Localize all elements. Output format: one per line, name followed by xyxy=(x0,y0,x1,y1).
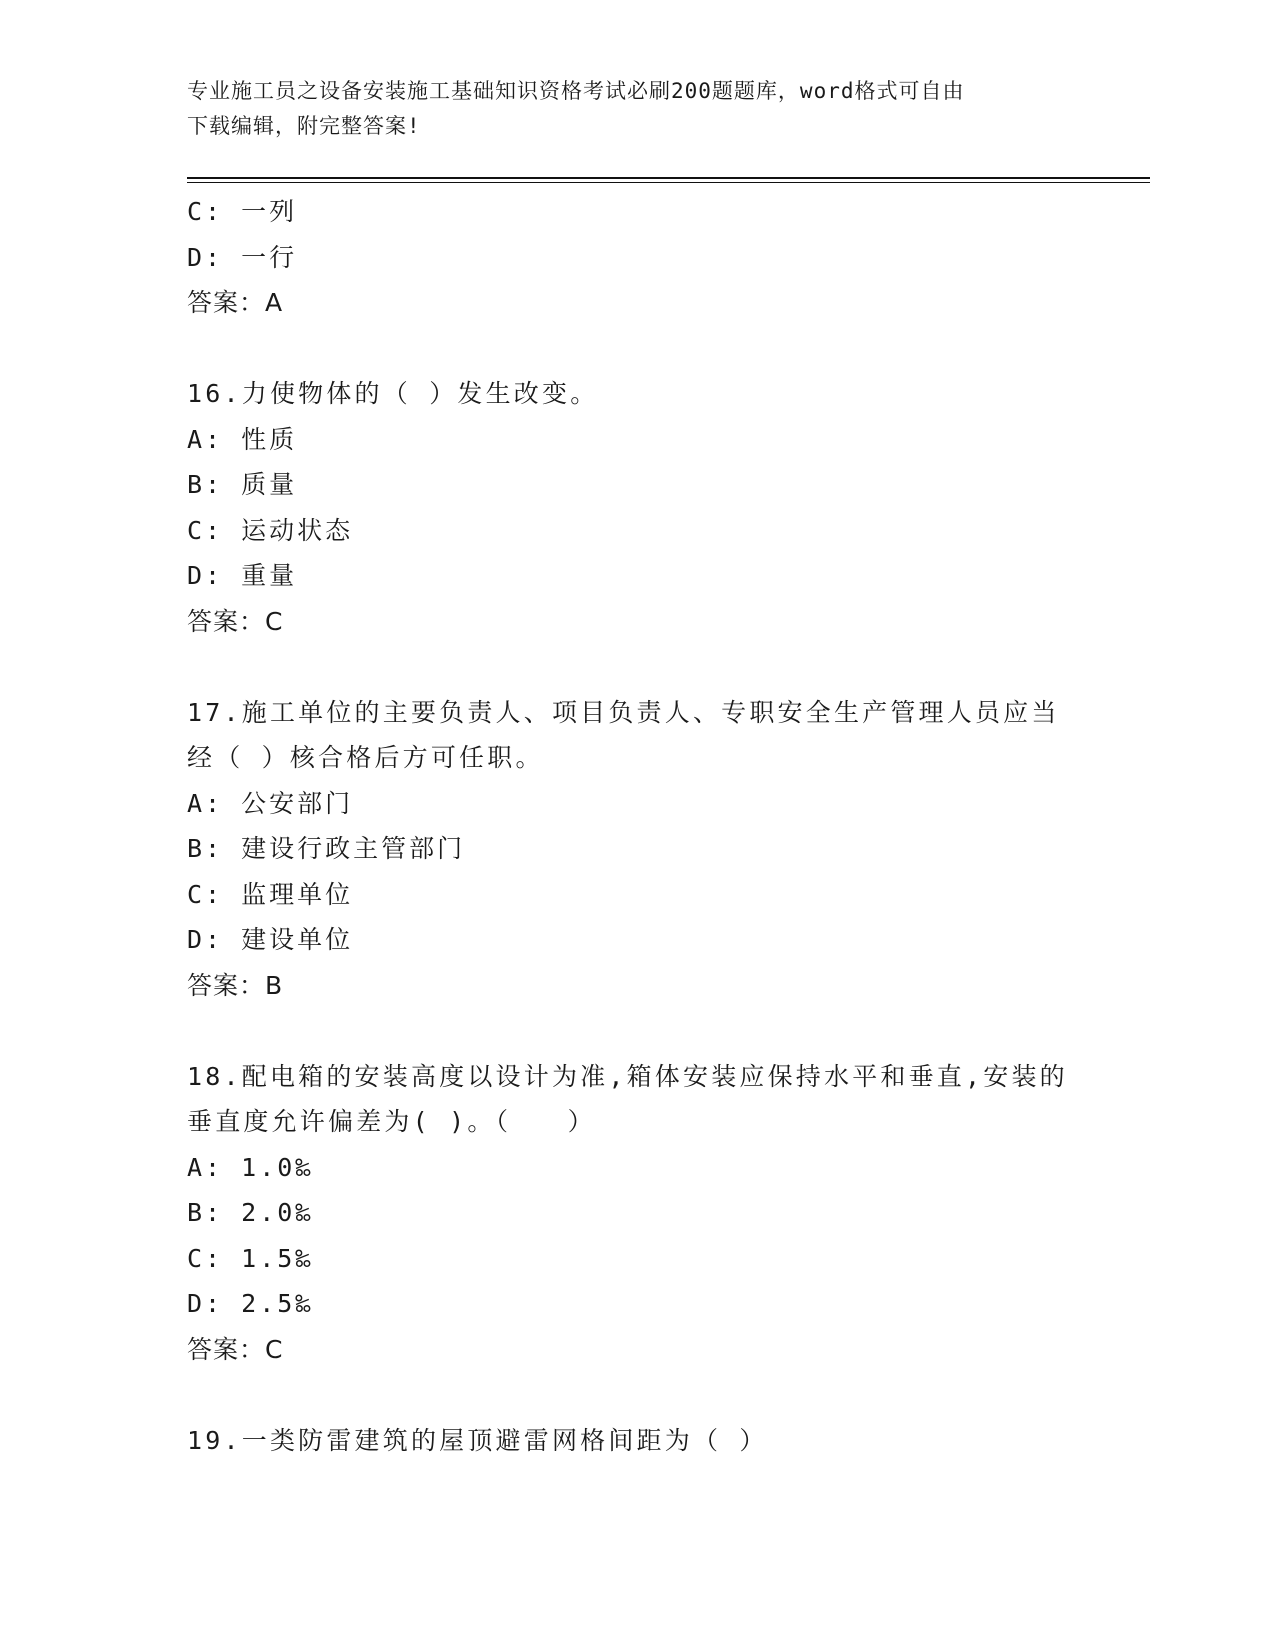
question-stem-line-1: 18.配电箱的安装高度以设计为准,箱体安装应保持水平和垂直,安装的 xyxy=(187,1061,1068,1091)
answer-line: 答案：C xyxy=(187,1334,284,1364)
option-a: A: 性质 xyxy=(187,424,298,454)
option-b: B: 建设行政主管部门 xyxy=(187,834,466,863)
header-divider-thick xyxy=(187,177,1150,179)
header-line-1: 专业施工员之设备安装施工基础知识资格考试必刷200题题库，word格式可自由 xyxy=(187,79,965,103)
spacer xyxy=(187,1008,1087,1054)
option-d: D: 重量 xyxy=(187,561,298,590)
option-b: B: 2.0‰ xyxy=(187,1198,314,1227)
option-c: C: 1.5‰ xyxy=(187,1243,314,1273)
option-a: A: 1.0‰ xyxy=(187,1152,314,1182)
answer-line: 答案：B xyxy=(187,970,284,1000)
question-stem: 19.一类防雷建筑的屋顶避雷网格间距为（ ） xyxy=(187,1425,768,1455)
document-header xyxy=(187,74,1087,144)
option-a: A: 公安部门 xyxy=(187,788,354,818)
option-d: D: 一行 xyxy=(187,242,298,272)
question-18 xyxy=(187,1054,1087,1373)
option-c: C: 监理单位 xyxy=(187,879,354,909)
spacer xyxy=(187,326,1087,372)
answer-line: 答案：C xyxy=(187,606,284,636)
header-line-2: 下载编辑，附完整答案! xyxy=(187,114,421,138)
spacer xyxy=(187,644,1087,690)
question-16 xyxy=(187,371,1087,644)
header-divider-thin xyxy=(187,182,1150,183)
option-c: C: 运动状态 xyxy=(187,515,354,545)
option-d: D: 2.5‰ xyxy=(187,1289,314,1318)
question-stem-line-1: 17.施工单位的主要负责人、项目负责人、专职安全生产管理人员应当 xyxy=(187,697,1060,727)
question-stem-line-2: 经（ ）核合格后方可任职。 xyxy=(187,743,544,772)
question-17 xyxy=(187,690,1087,1009)
answer-line: 答案：A xyxy=(187,288,284,317)
option-b: B: 质量 xyxy=(187,470,298,499)
question-19 xyxy=(187,1418,1087,1464)
option-d: D: 建设单位 xyxy=(187,925,354,954)
question-stem-line-2: 垂直度允许偏差为( )。（ ） xyxy=(187,1107,596,1136)
question-stem: 16.力使物体的（ ）发生改变。 xyxy=(187,379,599,408)
spacer xyxy=(187,1372,1087,1418)
option-c: C: 一列 xyxy=(187,197,298,226)
question-15-continued xyxy=(187,189,1087,326)
question-list xyxy=(187,189,1087,1463)
